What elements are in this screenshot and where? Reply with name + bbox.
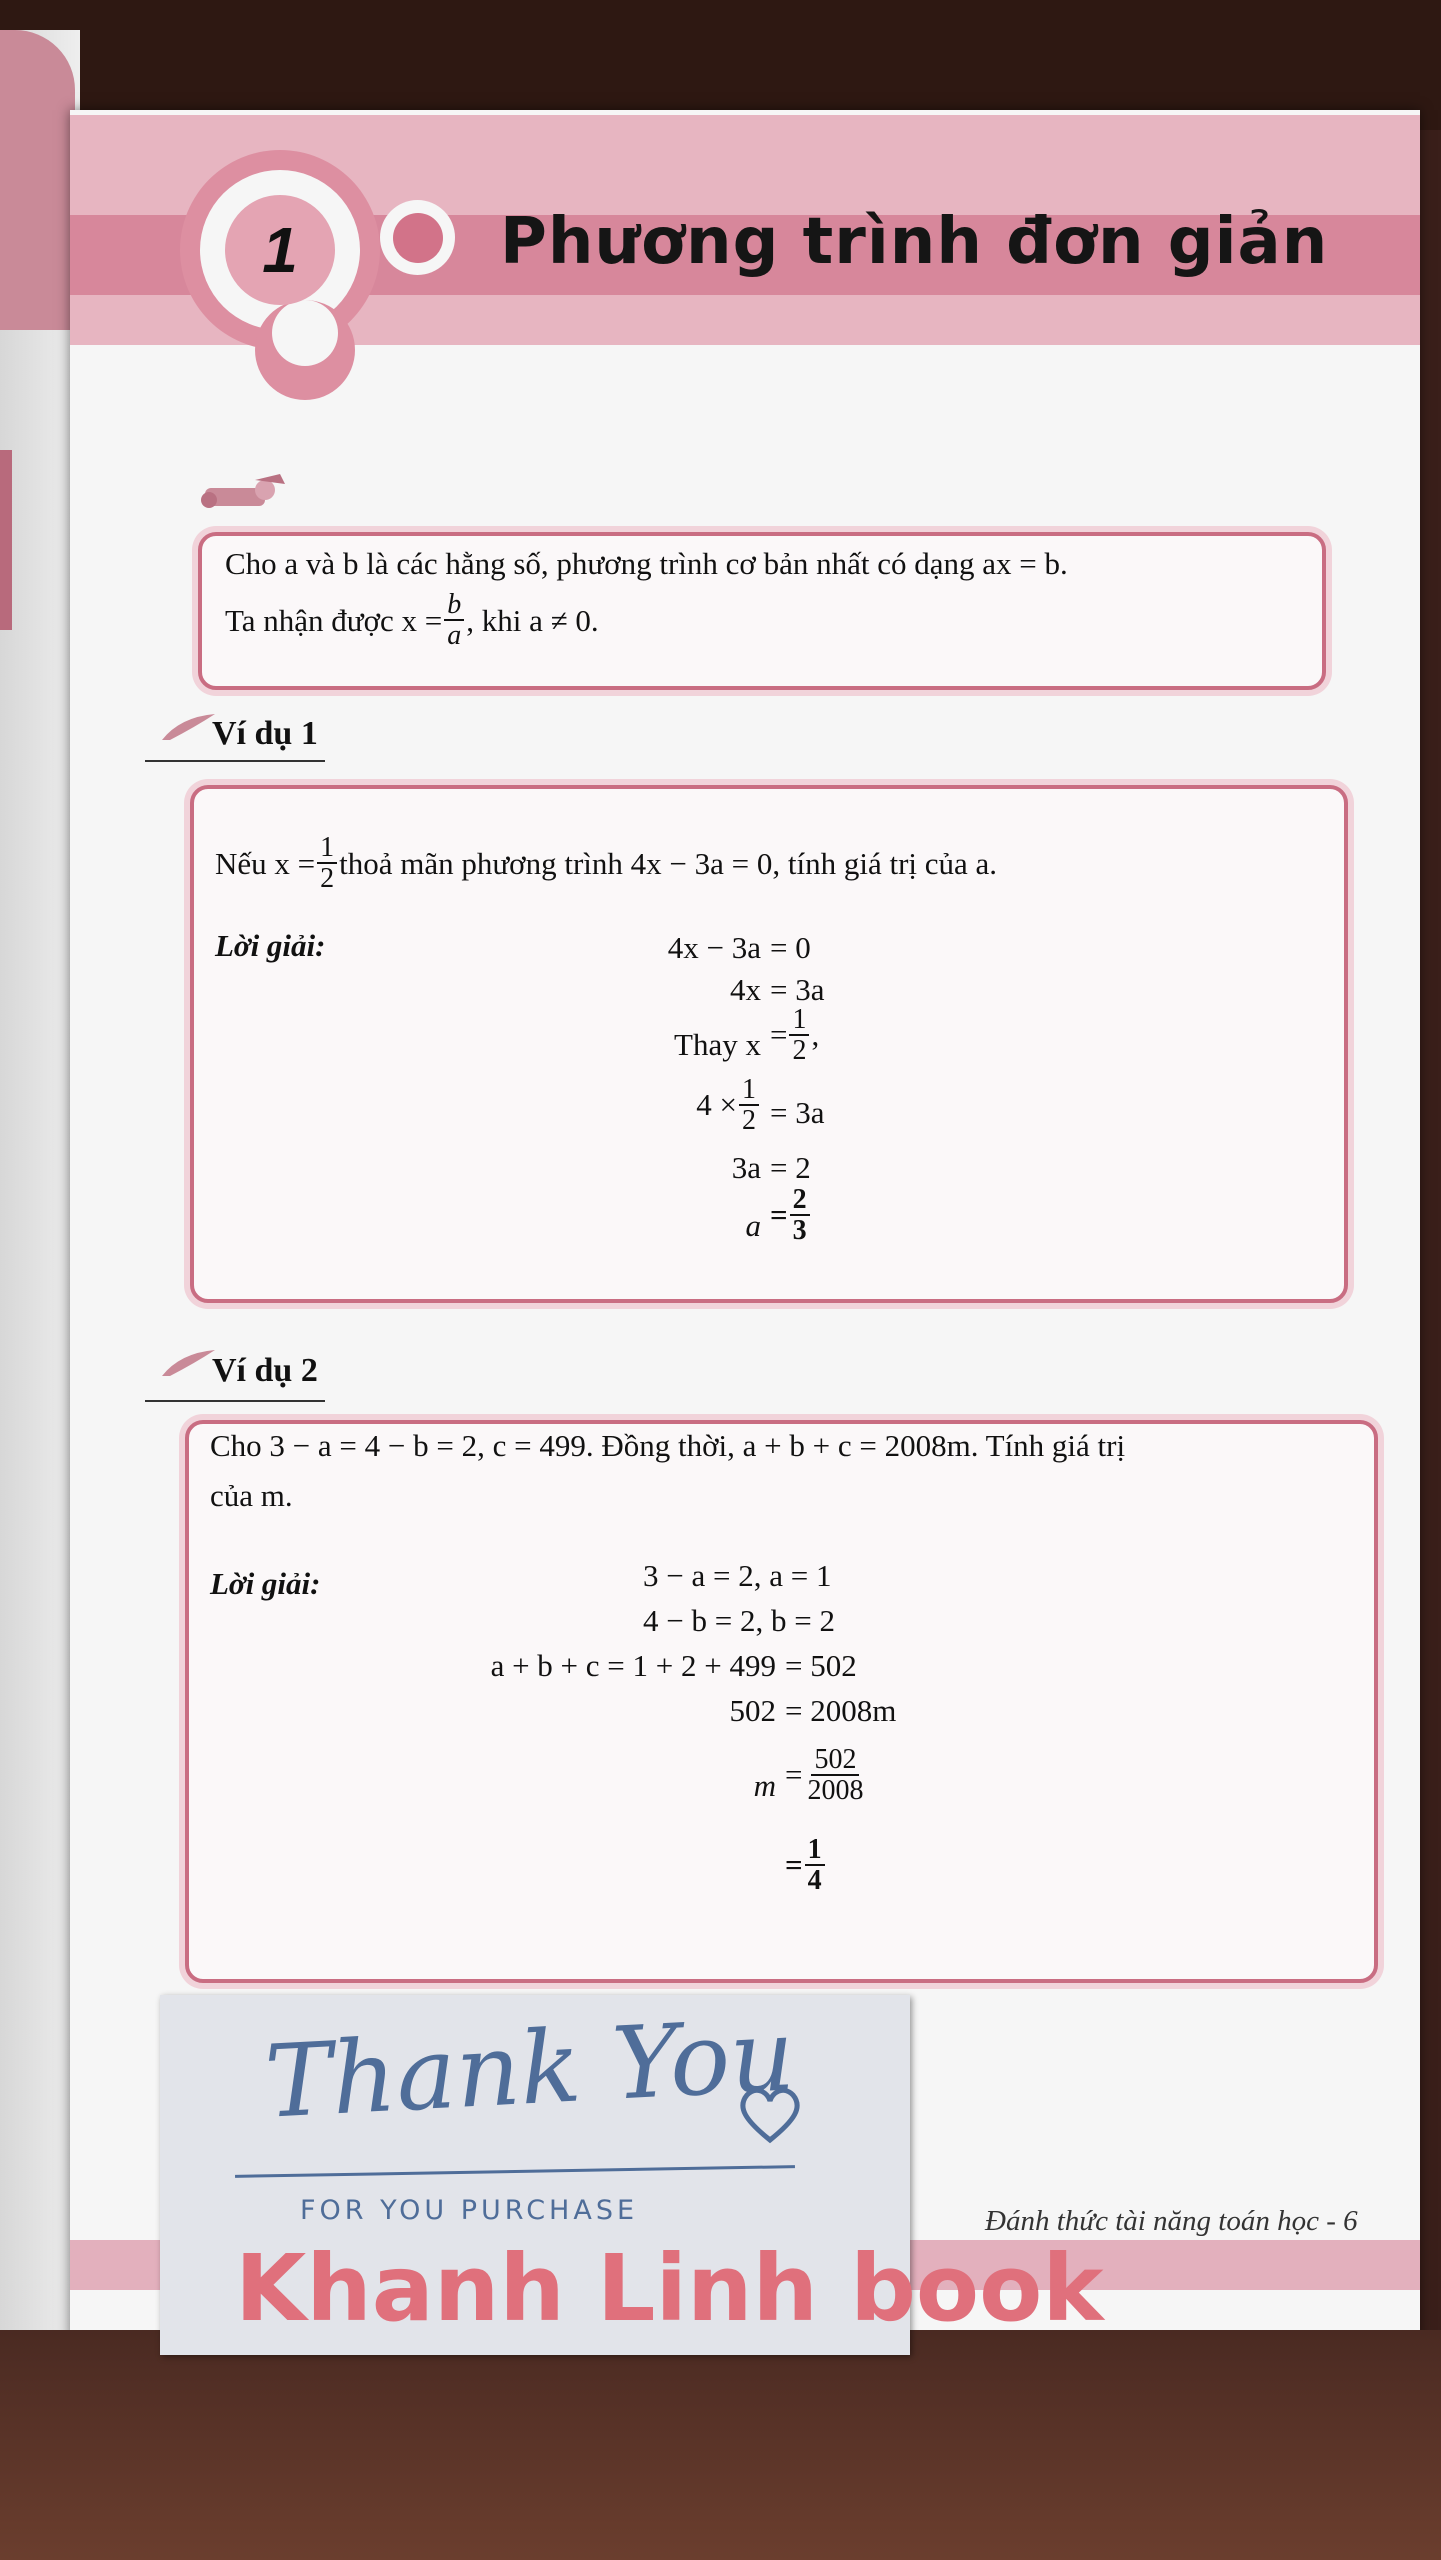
ex2-step-2: 4 − b = 2, b = 2 [643,1603,835,1638]
chapter-title: Phương trình đơn giản [500,205,1329,279]
sticker-brand: Khanh Linh book [235,2235,1104,2342]
example-1-problem-fraction [317,833,337,894]
intro-frac-num: b [444,590,464,621]
deco-circle-icon [393,213,443,263]
comma: , [811,1017,820,1053]
ex1-step-3-fraction [789,1005,809,1066]
ex2-step-6 [785,1835,827,1896]
ex1-step-3-right [770,1005,819,1066]
intro-line-2-suffix: , khi a ≠ 0. [466,602,599,638]
ex1-step-4-left [696,1075,761,1136]
eq-sign: = [770,1197,788,1233]
example-2-problem-line-2: của m. [210,1478,293,1513]
example-2-underline [145,1400,325,1402]
ex2-step-5-right [785,1745,868,1806]
example-2-solution-label: Lời giải: [210,1566,321,1601]
example-2-problem-line-1: Cho 3 − a = 4 − b = 2, c = 499. Đồng thời, a + b + c = 2008m. Tính giá trị [210,1428,1126,1463]
chapter-badge-tail-inner [272,300,338,366]
frac-num: 1 [805,1835,825,1866]
example-1-underline [145,760,325,762]
chapter-badge [225,195,335,305]
frac-num: 2 [790,1185,810,1216]
example-2-box [185,1420,1378,1983]
ex2-step-5-left: m [753,1768,776,1803]
frac-den: 3 [792,1215,807,1247]
example-1-solution-label: Lời giải: [215,928,326,963]
eq-sign: = [785,1757,803,1793]
ex1-step-2-right: = 3a [770,972,825,1007]
frac-den: 2008 [807,1775,864,1807]
example-1-problem-suffix: thoả mãn phương trình 4x − 3a = 0, tính giá trị của a. [339,845,998,881]
intro-frac-den: a [447,620,462,652]
eq-sign: = [770,1017,788,1053]
ex2-step-1: 3 − a = 2, a = 1 [643,1558,832,1593]
chapter-number: 1 [262,214,298,286]
frac-num: 502 [811,1745,859,1776]
ex2-step-3-left: a + b + c = 1 + 2 + 499 [490,1648,776,1683]
scroll-icon [195,470,295,520]
ex1-step-3-left: Thay x [674,1027,761,1062]
frac-den: 2 [792,1035,807,1067]
ex1-step-1-right: = 0 [770,930,811,965]
example-1-heading: Ví dụ 1 [212,715,318,752]
ex2-step-4-right: = 2008m [785,1693,897,1728]
left-page-tab [0,450,12,630]
ex2-step-5-fraction [804,1745,866,1806]
ex1-step-5-left: 3a [731,1150,761,1185]
ex2-answer-fraction [805,1835,825,1896]
frac-num: 1 [317,833,337,864]
ex1-step-2-left: 4x [730,972,761,1007]
ex1-step-5-right: = 2 [770,1150,811,1185]
frac-num: 1 [789,1005,809,1036]
ex2-step-4-left: 502 [729,1693,776,1728]
intro-line-2 [225,590,599,651]
feather-icon [160,712,220,742]
intro-fraction [444,590,464,651]
ex1-step-1-left: 4x − 3a [667,930,761,965]
eq-sign: = [785,1847,803,1883]
footer-text: Đánh thức tài năng toán học - 6 [985,2205,1358,2237]
left-page-pink-corner [0,30,75,330]
frac-den: 4 [807,1865,822,1897]
ex1-answer-fraction [790,1185,810,1246]
sticker-purchase: FOR YOU PURCHASE [300,2195,639,2226]
example-1-problem-prefix: Nếu x = [215,845,316,881]
heart-icon [735,2085,805,2145]
frac-num: 1 [739,1075,759,1106]
sticker-thank-you: Thank You [262,1996,798,2141]
ex1-step-4-right: = 3a [770,1095,825,1130]
desk-background-bottom [0,2330,1441,2560]
frac-den: 2 [320,863,335,895]
frac-den: 2 [742,1105,756,1137]
ex1-step-6-right [770,1185,812,1246]
ex2-step-3-right: = 502 [785,1648,857,1683]
example-2-heading: Ví dụ 2 [212,1352,318,1389]
intro-line-2-prefix: Ta nhận được x = [225,602,443,638]
feather-icon [160,1348,220,1378]
ex1-step-4-prefix: 4 × [696,1087,737,1123]
example-1-problem [215,833,997,894]
ex1-step-6-left: a [745,1208,761,1243]
intro-line-1: Cho a và b là các hằng số, phương trình cơ bản nhất có dạng ax = b. [225,546,1068,581]
ex1-step-4-fraction [739,1075,759,1136]
left-page-edge [0,30,80,2330]
